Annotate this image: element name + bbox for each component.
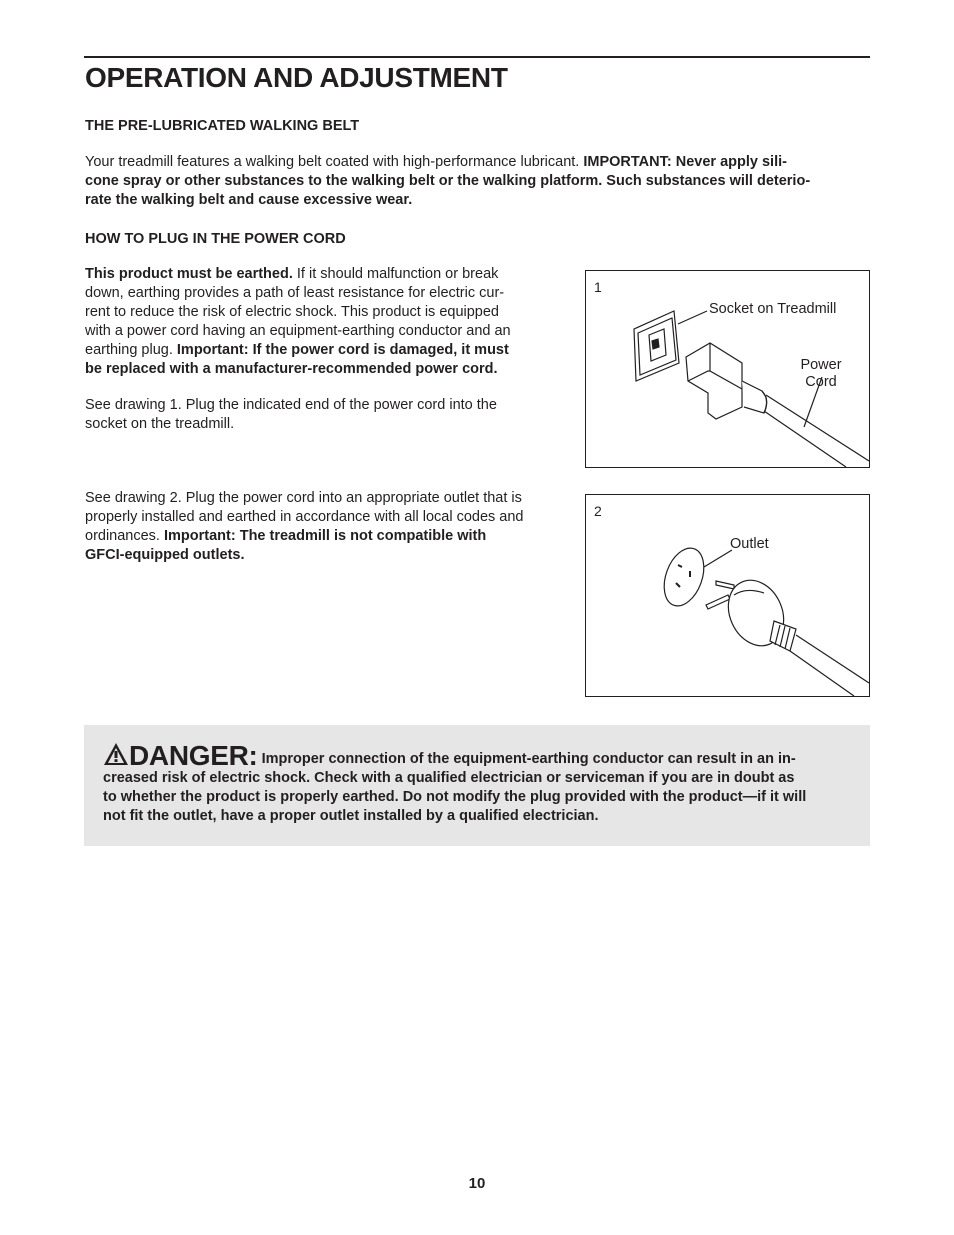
page-number: 10 xyxy=(468,1175,486,1192)
danger-line-2: creased risk of electric shock. Check with a qualified electrician or serviceman if you are in doubt as xyxy=(103,770,795,786)
page-title: OPERATION AND ADJUSTMENT xyxy=(85,62,508,93)
figure-1-socket xyxy=(585,270,870,468)
danger-line-4: not fit the outlet, have a proper outlet installed by a qualified electrician. xyxy=(103,808,599,824)
danger-word: DANGER: xyxy=(129,740,258,771)
drawing2-instructions: See drawing 2. Plug the power cord into an appropriate outlet that is properly installed and earthed in accordance with all local codes and ordinances. Important: The treadmill is not compatible with GFCI-equipped outlets. xyxy=(85,490,524,563)
section-heading-power-cord: HOW TO PLUG IN THE POWER CORD xyxy=(85,231,346,247)
walking-belt-line-2: cone spray or other substances to the walking belt or the walking platform. Such substances will deterio- xyxy=(85,173,811,189)
outlet-and-plug-drawing xyxy=(586,495,869,696)
drawing1-instructions: See drawing 1. Plug the indicated end of the power cord into the socket on the treadmill. xyxy=(85,397,497,432)
socket-and-plug-drawing xyxy=(586,271,869,467)
walking-belt-line-1: Your treadmill features a walking belt coated with high-performance lubricant. IMPORTANT: Never apply sili- xyxy=(85,154,787,170)
label-outlet: Outlet xyxy=(730,536,769,552)
section-heading-walking-belt: THE PRE-LUBRICATED WALKING BELT xyxy=(85,118,360,134)
figure-2-outlet xyxy=(585,494,870,697)
label-power-cord: Power Cord xyxy=(800,357,842,390)
walking-belt-paragraph xyxy=(85,153,875,210)
warning-triangle-icon xyxy=(103,742,129,766)
label-socket-on-treadmill: Socket on Treadmill xyxy=(709,301,837,317)
danger-line-1: DANGER: Improper connection of the equipment-earthing conductor can result in an in- xyxy=(103,742,806,769)
figure-2-number: 2 xyxy=(594,503,602,519)
danger-warning-box xyxy=(84,725,870,846)
figure-1-number: 1 xyxy=(594,279,602,295)
danger-text-block xyxy=(103,742,806,826)
header-rule xyxy=(84,56,870,58)
danger-line-3: to whether the product is properly earthed. Do not modify the plug provided with the product—if it will xyxy=(103,789,807,805)
walking-belt-line-3: rate the walking belt and cause excessive wear. xyxy=(85,192,413,208)
earthing-paragraph: This product must be earthed. If it should malfunction or break down, earthing provides a path of least resistance for electric cur- rent to reduce the risk of electric shock. This product is equipped with a power cord having an equipment-earthing conductor and an earthing plug. Important: If the power cord is damaged, it must be replaced with a manufacturer-recommended power cord. xyxy=(85,266,511,377)
